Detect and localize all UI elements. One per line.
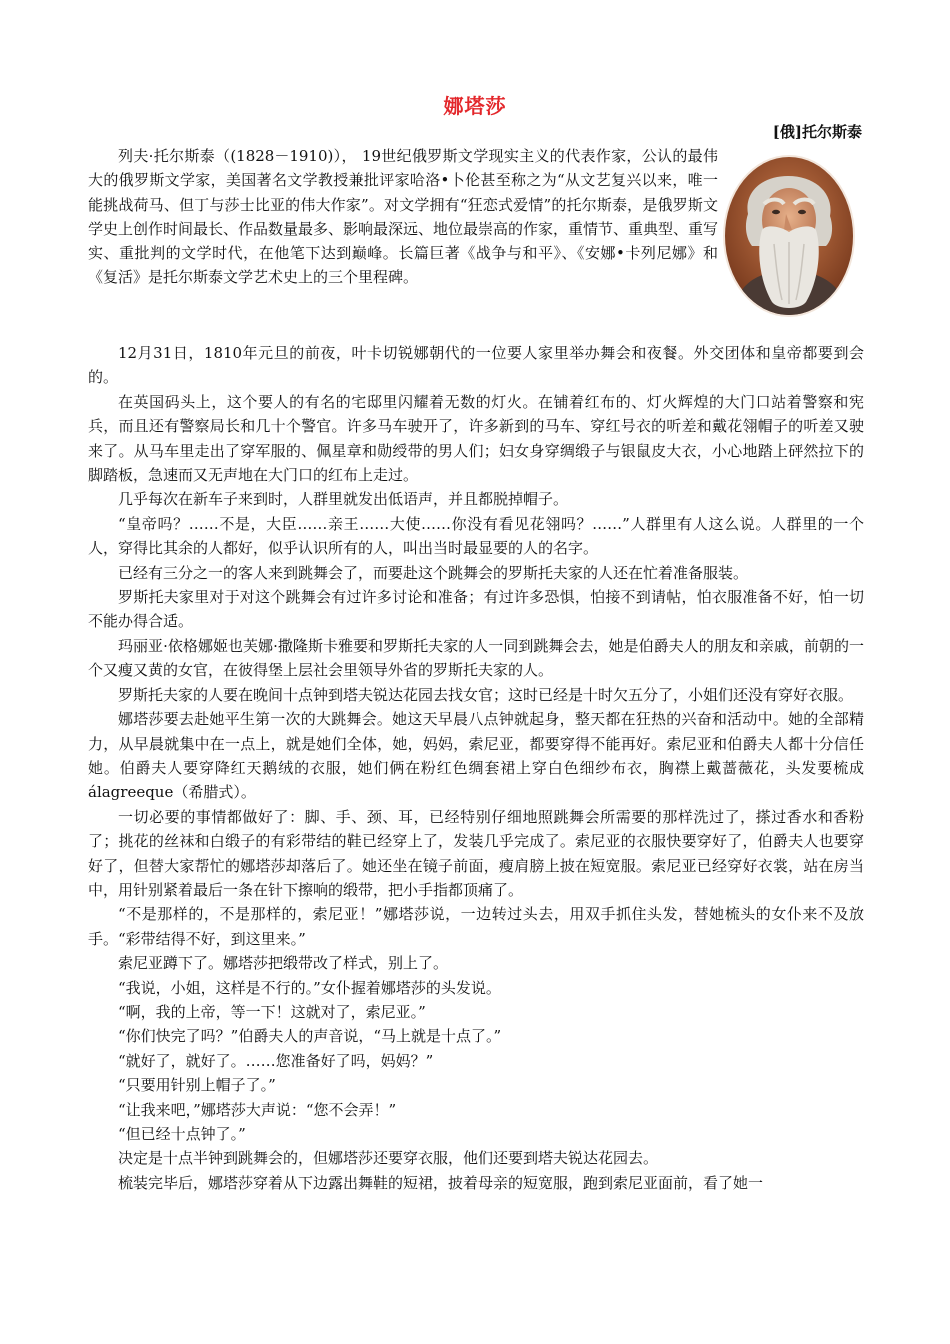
paragraph: 已经有三分之一的客人来到跳舞会了，而要赴这个跳舞会的罗斯托夫家的人还在忙着准备服装。 [118,563,749,582]
paragraph: 一切必要的事情都做好了：脚、手、颈、耳，已经特别仔细地照跳舞会所需要的那样洗过了，搽过香水和香粉了；挑花的丝袜和白缎子的有彩带结的鞋已经穿上了，发装几乎完成了。索尼亚的衣服快要穿好了，伯爵夫人也要穿好了，但替大家帮忙的娜塔莎却落后了。她还坐在镜子前面，瘦肩膀上披在短宽服。索尼亚已经穿好衣裳，站在房当中，用针别紧着最后一条在针下擦响的缎带，把小手指都顶痛了。 [88,807,864,899]
paragraph: 梳装完毕后，娜塔莎穿着从下边露出舞鞋的短裙，披着母亲的短宽服，跑到索尼亚面前，看了她一 [118,1173,764,1192]
paragraph: “皇帝吗？……不是，大臣……亲王……大使……你没有看见花翎吗？……”人群里有人这么说。人群里的一个人，穿得比其余的人都好，似乎认识所有的人，叫出当时最显要的人的名字。 [88,514,864,558]
paragraph: 娜塔莎要去赴她平生第一次的大跳舞会。她这天早晨八点钟就起身，整天都在狂热的兴奋和活动中。她的全部精力，从早晨就集中在一点上，就是她们全体，她，妈妈，索尼亚，都要穿得不能再好。索尼亚和伯爵夫人都十分信任她。伯爵夫人要穿降红天鹅绒的衣服，她们俩在粉红色绸套裙上穿白色细纱布衣，胸襟上戴蔷薇花，头发要梳成álagreeque（希腊式）。 [88,710,864,802]
paragraph: 决定是十点半钟到跳舞会的，但娜塔莎还要穿衣服，他们还要到塔夫锐达花园去。 [118,1149,659,1168]
paragraph: “啊，我的上帝，等一下！这就对了，索尼亚。” [118,1002,426,1021]
paragraph: “只要用针别上帽子了。” [118,1076,276,1095]
page-title: 娜塔莎 [443,94,507,118]
paragraph: “就好了，就好了。……您准备好了吗，妈妈？” [118,1051,434,1070]
story-body [88,341,864,1195]
paragraph: 索尼亚蹲下了。娜塔莎把缎带改了样式，别上了。 [118,954,449,973]
paragraph: “不是那样的，不是那样的，索尼亚！”娜塔莎说，一边转过头去，用双手抓住头发，替她梳头的女仆来不及放手。“彩带结得不好，到这里来。” [88,905,864,948]
paragraph: 在英国码头上，这个要人的有名的宅邸里闪耀着无数的灯火。在铺着红布的、灯火辉煌的大门口站着警察和宪兵，而且还有警察局长和几十个警官。许多马车驶开了，许多新到的马车、穿红号衣的听差和戴花翎帽子的听差又驶来了。从马车里走出了穿军服的、佩星章和勋绶带的男人们；妇女身穿绸缎子与银鼠皮大衣，小心地踏上砰然拉下的脚踏板，急速而又无声地在大门口的红布上走过。 [88,392,864,485]
paragraph: 玛丽亚·依格娜姬也芙娜·撒隆斯卡雅要和罗斯托夫家的人一同到跳舞会去，她是伯爵夫人的朋友和亲戚，前朝的一个又瘦又黄的女官，在彼得堡上层社会里领导外省的罗斯托夫家的人。 [88,636,864,680]
author-portrait [722,154,856,318]
paragraph: 罗斯托夫家里对于对这个跳舞会有过许多讨论和准备；有过许多恐惧，怕接不到请帖，怕衣服准备不好，怕一切不能办得合适。 [88,588,864,631]
paragraph: 罗斯托夫家的人要在晚间十点钟到塔夫锐达花园去找女官；这时已经是十时欠五分了，小姐们还没有穿好衣服。 [118,685,854,704]
paragraph: 几乎每次在新车子来到时，人群里就发出低语声，并且都脱掉帽子。 [118,490,569,509]
author-byline: [俄]托尔斯泰 [772,123,862,141]
paragraph: “你们快完了吗？”伯爵夫人的声音说，“马上就是十点了。” [118,1027,502,1046]
paragraph: “我说，小姐，这样是不行的。”女仆握着娜塔莎的头发说。 [118,978,501,997]
paragraph: 12月31日，1810年元旦的前夜，叶卡切锐娜朝代的一位要人家里举办舞会和夜餐。外交团体和皇帝都要到会的。 [88,344,864,387]
paragraph: “但已经十点钟了。” [118,1125,246,1143]
author-intro: 列夫·托尔斯泰（(1828－1910)）， 19世纪俄罗斯文学现实主义的代表作家，公认的最伟大的俄罗斯文学家，美国著名文学教授兼批评家哈洛•卜伦甚至称之为“从文艺复兴以来，唯一能挑战荷马、但丁与莎士比亚的伟大作家”。对文学拥有“狂恋式爱情”的托尔斯泰，是俄罗斯文学史上创作时间最长、作品数量最多、影响最深远、地位最崇高的作家，重情节、重典型、重写实、重批判的文学时代，在他笔下达到巅峰。长篇巨著《战争与和平》、《安娜•卡列尼娜》和《复活》是托尔斯泰文学艺术史上的三个里程碑。 [88,147,719,287]
paragraph: “让我来吧，”娜塔莎大声说：“您不会弄！” [118,1100,397,1119]
